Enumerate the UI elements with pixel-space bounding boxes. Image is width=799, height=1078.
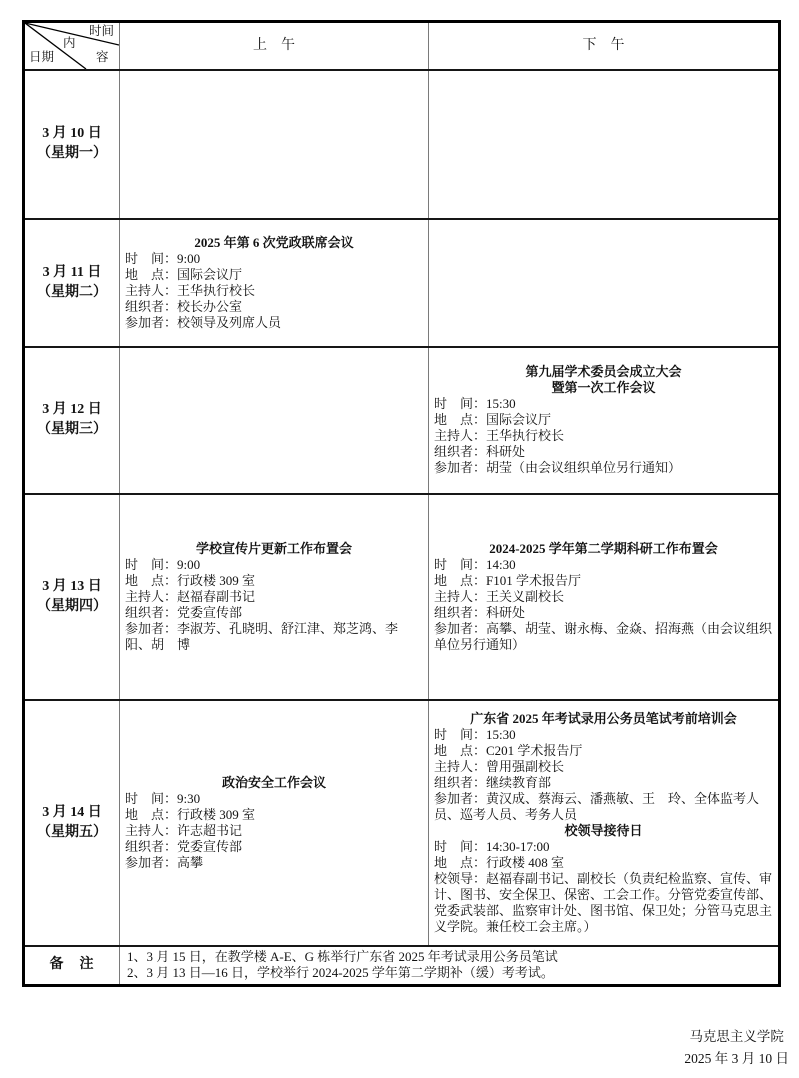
footer-date: 2025 年 3 月 10 日 (684, 1051, 789, 1066)
schedule-table (22, 20, 781, 987)
weekday-text: （星期四） (37, 598, 107, 614)
note-line-2: 2、3 月 13 日—16 日，学校举行 2024-2025 学年第二学期补（缓）考考试。 (127, 965, 554, 981)
corner-label-content-1: 内 (63, 36, 76, 50)
event-host: 主持人：王关义副校长 (434, 588, 565, 604)
date-text: 3 月 13 日 (42, 578, 102, 594)
event-location: 地 点：国际会议厅 (125, 266, 243, 282)
corner-label-time: 时间 (88, 24, 114, 38)
weekday-text: （星期五） (37, 824, 107, 840)
row-monday (24, 70, 780, 219)
corner-label-content-2: 容 (96, 50, 109, 64)
event-organizer: 组织者：科研处 (434, 444, 526, 459)
event-location: 地 点：行政楼 309 室 (125, 572, 256, 588)
monday-afternoon-cell (429, 70, 780, 219)
thursday-afternoon-cell (429, 494, 780, 700)
weekday-text: （星期三） (37, 422, 107, 437)
event-title: 2025 年第 6 次党政联席会议 (194, 234, 354, 250)
wednesday-afternoon-cell (429, 347, 780, 494)
corner-label-date: 日期 (29, 49, 55, 64)
date-cell-monday (24, 70, 120, 219)
event-time: 时 间：15:30 (434, 396, 516, 411)
date-cell-wednesday (24, 347, 120, 494)
row-wednesday (24, 347, 780, 494)
event-host: 主持人：许志超书记 (125, 822, 243, 838)
date-text: 3 月 12 日 (42, 402, 102, 417)
header-row (24, 22, 780, 70)
event-location: 地 点：C201 学术报告厅 (434, 742, 583, 758)
event-time: 时 间：14:30-17:00 (434, 838, 550, 854)
event-location: 地 点：行政楼 408 室 (434, 854, 565, 870)
event-location: 地 点：国际会议厅 (434, 412, 552, 427)
column-header-morning: 上 午 (120, 22, 429, 70)
column-header-afternoon: 下 午 (429, 22, 780, 70)
event-organizer: 组织者：科研处 (434, 604, 526, 620)
friday-afternoon-cell (429, 700, 780, 946)
event-organizer: 组织者：党委宣传部 (125, 838, 243, 854)
event-time: 时 间：9:00 (125, 250, 201, 266)
event-block (429, 363, 778, 477)
event-block (429, 710, 778, 936)
event-participants: 参加者：李淑芳、孔晓明、舒江津、郑芝鸿、李 阳、胡 博 (125, 620, 412, 652)
friday-morning-cell (120, 700, 429, 946)
event-participants: 参加者：校领导及列席人员 (125, 314, 282, 330)
event-location: 地 点：F101 学术报告厅 (434, 572, 581, 588)
weekday-text: （星期二） (37, 284, 107, 300)
date-cell-thursday (24, 494, 120, 700)
thursday-morning-cell (120, 494, 429, 700)
event-title-reception-day: 校领导接待日 (564, 822, 643, 838)
event-title: 2024-2025 学年第二学期科研工作布置会 (489, 540, 718, 556)
event-title: 学校宣传片更新工作布置会 (195, 540, 352, 556)
row-notes (24, 946, 780, 986)
event-title: 第九届学术委员会成立大会 (525, 364, 682, 379)
date-text: 3 月 14 日 (42, 804, 102, 820)
event-time: 时 间：14:30 (434, 556, 516, 572)
row-friday (24, 700, 780, 946)
tuesday-morning-cell (120, 219, 429, 347)
event-organizer: 组织者：校长办公室 (125, 298, 243, 314)
event-host: 主持人：王华执行校长 (434, 428, 565, 443)
event-location: 地 点：行政楼 309 室 (125, 806, 256, 822)
weekday-text: （星期一） (37, 146, 107, 161)
footer-org: 马克思主义学院 (689, 1029, 784, 1044)
event-title: 政治安全工作会议 (221, 774, 326, 790)
monday-morning-cell (120, 70, 429, 219)
event-participants: 参加者：胡莹（由会议组织单位另行通知） (434, 460, 682, 475)
event-host: 主持人：赵福春副书记 (125, 588, 256, 604)
row-thursday (24, 494, 780, 700)
event-participants: 参加者：黄汉成、蔡海云、潘燕敏、王 玲、全体监考人员、巡考人员、考务人员 (434, 790, 760, 822)
event-organizer: 组织者：继续教育部 (434, 774, 552, 790)
event-host: 主持人：曾用强副校长 (434, 758, 565, 774)
event-title-line2: 暨第一次工作会议 (551, 380, 656, 395)
event-participants: 参加者：高攀 (125, 854, 204, 870)
tuesday-afternoon-cell (429, 219, 780, 347)
event-block (429, 540, 778, 654)
wednesday-morning-cell (120, 347, 429, 494)
event-block (120, 540, 428, 654)
row-tuesday (24, 219, 780, 347)
notes-cell (120, 946, 780, 986)
note-line-1: 1、3 月 15 日，在教学楼 A-E、G 栋举行广东省 2025 年考试录用公务员笔试 (127, 949, 558, 965)
footer-signature (684, 1026, 789, 1070)
date-cell-tuesday (24, 219, 120, 347)
event-title: 广东省 2025 年考试录用公务员笔试考前培训会 (470, 710, 737, 726)
date-cell-friday (24, 700, 120, 946)
event-time: 时 间：9:00 (125, 556, 201, 572)
event-organizer: 组织者：党委宣传部 (125, 604, 243, 620)
event-time: 时 间：9:30 (125, 790, 201, 806)
event-host: 主持人：王华执行校长 (125, 282, 256, 298)
corner-header-cell (24, 22, 120, 70)
event-block (120, 234, 428, 332)
event-leaders: 校领导：赵福春副书记、副校长（负责纪检监察、宣传、审计、图书、安全保卫、保密、工会工作。分管党委宣传部、党委武装部、监察审计处、图书馆、保卫处；分管马克思主义学院。兼任校工会主席。） (434, 870, 773, 934)
date-text: 3 月 10 日 (42, 126, 102, 141)
date-text: 3 月 11 日 (42, 264, 102, 280)
event-time: 时 间：15:30 (434, 726, 516, 742)
event-block (120, 774, 428, 872)
notes-label: 备 注 (24, 946, 120, 986)
event-participants: 参加者：高攀、胡莹、谢永梅、金焱、招海燕（由会议组织单位另行通知） (434, 620, 773, 652)
